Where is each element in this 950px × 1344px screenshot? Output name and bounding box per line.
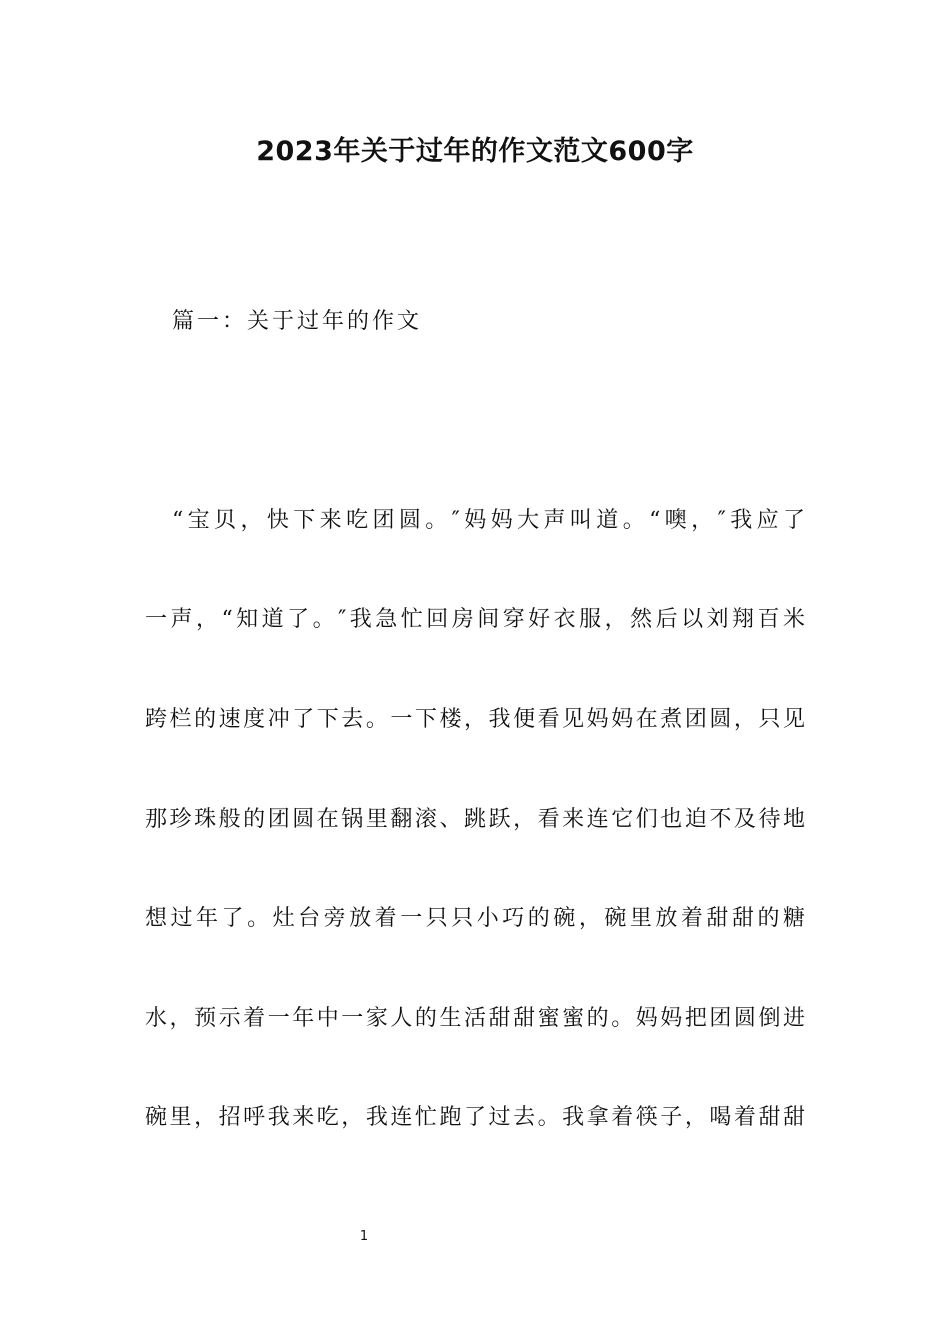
body-line-4: 那珍珠般的团圆在锅里翻滚、跳跃，看来连它们也迫不及待地 xyxy=(145,807,805,832)
body-line-5: 想过年了。灶台旁放着一只只小巧的碗，碗里放着甜甜的糖 xyxy=(145,906,805,931)
body-line-3: 跨栏的速度冲了下去。一下楼，我便看见妈妈在煮团圆，只见 xyxy=(145,707,805,732)
page-title: 2023年关于过年的作文范文600字 xyxy=(256,136,694,167)
body-line-7: 碗里，招呼我来吃，我连忙跑了过去。我拿着筷子，喝着甜甜 xyxy=(145,1105,805,1130)
body-line-1: “宝贝，快下来吃团圆。″妈妈大声叫道。“噢，″我应了 xyxy=(172,508,805,533)
section-heading: 篇一：关于过年的作文 xyxy=(172,309,423,334)
page-number: 1 xyxy=(359,1229,369,1244)
body-line-2: 一声，“知道了。″我急忙回房间穿好衣服，然后以刘翔百米 xyxy=(145,607,805,632)
body-line-6: 水，预示着一年中一家人的生活甜甜蜜蜜的。妈妈把团圆倒进 xyxy=(145,1006,805,1031)
